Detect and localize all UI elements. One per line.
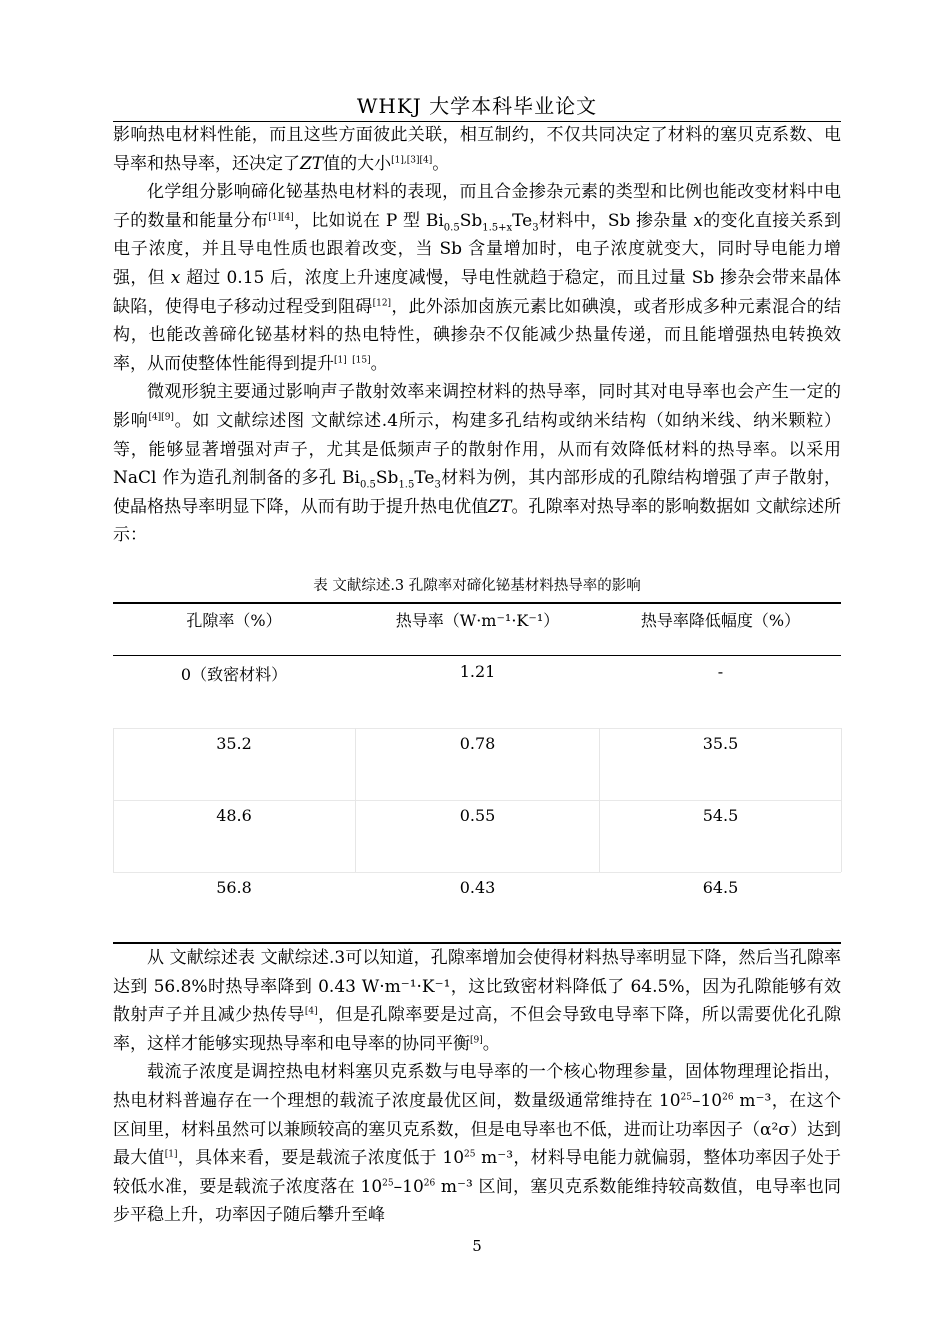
table-cell: 54.5 (702, 806, 739, 825)
table-cell: 35.5 (702, 734, 739, 753)
table-caption: 表 文献综述.3 孔隙率对碲化铋基材料热导率的影响 (313, 578, 641, 594)
table-cell: 0（致密材料） (180, 665, 288, 684)
table-header-porosity: 孔隙率（%） (186, 611, 282, 630)
table-gridline (113, 800, 841, 801)
table-gridline (841, 728, 842, 872)
table-header-conductivity: 热导率（W·m⁻¹·K⁻¹） (395, 611, 560, 630)
page-number: 5 (472, 1237, 482, 1255)
table-gridline (113, 728, 841, 729)
table-cell: 56.8 (216, 878, 252, 897)
table-cell: 0.43 (459, 878, 496, 897)
table-header-rule (113, 655, 841, 656)
table-cell: - (717, 662, 724, 681)
body-text-upper (113, 121, 841, 550)
page-header: WHKJ 大学本科毕业论文 (356, 94, 598, 118)
body-text-lower (113, 944, 841, 1230)
paragraph-1: 影响热电材料性能，而且这些方面彼此关联，相互制约，不仅共同决定了材料的塞贝克系数、电导率和热导率，还决定了ZT值的大小[1],[3][4]。 (113, 125, 841, 174)
paragraph-5: 载流子浓度是调控热电材料塞贝克系数与电导率的一个核心物理参量，固体物理理论指出，热电材料普遍存在一个理想的载流子浓度最优区间，数量级通常维持在 $10^{25}-10^{26}$ m⁻³，在这个区间里，材料虽然可以兼顾较高的塞贝克系数，但是电导率也不低，进而让功率因子（α²σ）达到最大值[1]，具体来看，要是载流子浓度低于 $10^{25}$ m⁻³，材料导电能力就偏弱，整体功率因子处于较低水准，要是载流子浓度落在 $10^{25}-10^{26}$ m⁻³ 区间，塞贝克系数能维持较高数值，电导率也同步平稳上升，功率因子随后攀升至峰 (113, 1062, 842, 1226)
table-top-rule (113, 602, 841, 604)
table-cell: 35.2 (216, 734, 252, 753)
table-cell: 64.5 (702, 878, 739, 897)
table-cell: 1.21 (459, 662, 496, 681)
paragraph-3: 微观形貌主要通过影响声子散射效率来调控材料的热导率，同时其对电导率也会产生一定的影响[4][9]。如 文献综述图 文献综述.4所示，构建多孔结构或纳米结构（如纳米线、纳米颗粒）等，能够显著增强对声子，尤其是低频声子的散射作用，从而有效降低材料的热导率。以采用 NaCl 作为造孔剂制备的多孔 $Bi_{0.5}Sb_{1.5}Te_3$材料为例，其内部形成的孔隙结构增强了声子散射，使晶格热导率明显下降，从而有助于提升热电优值ZT。孔隙率对热导率的影响数据如 文献综述所示： (113, 382, 842, 546)
table-cell: 0.78 (459, 734, 496, 753)
paragraph-4: 从 文献综述表 文献综述.3可以知道，孔隙率增加会使得材料热导率明显下降，然后当孔隙率达到 56.8%时热导率降到 0.43 W·m⁻¹·K⁻¹，这比致密材料降低了 64.5%，因为孔隙能够有效散射声子并且减少热传导[4]，但是孔隙率要是过高，不但会导致电导率下降，所以需要优化孔隙率，这样才能够实现热导率和电导率的协同平衡[9]。 (113, 948, 842, 1054)
table-header-reduction: 热导率降低幅度（%） (640, 611, 801, 630)
table-gridline (113, 872, 841, 873)
table-cell: 0.55 (459, 806, 496, 825)
table-cell: 48.6 (216, 806, 252, 825)
paragraph-2: 化学组分影响碲化铋基热电材料的表现，而且合金掺杂元素的类型和比例也能改变材料中电子的数量和能量分布[1][4]，比如说在 P 型 $Bi_{0.5}Sb_{1.5+x}Te_3$材料中，Sb 掺杂量 x的变化直接关系到电子浓度，并且导电性质也跟着改变，当 Sb 含量增加时，电子浓度就变大，同时导电能力增强，但 x 超过 0.15 后，浓度上升速度减慢，导电性就趋于稳定，而且过量 Sb 掺杂会带来晶体缺陷，使得电子移动过程受到阻碍[12]，此外添加卤族元素比如碘溴，或者形成多种元素混合的结构，也能改善碲化铋基材料的热电特性，碘掺杂不仅能减少热量传递，而且能增强热电转换效率，从而使整体性能得到提升[1] [15]。 (113, 182, 842, 374)
